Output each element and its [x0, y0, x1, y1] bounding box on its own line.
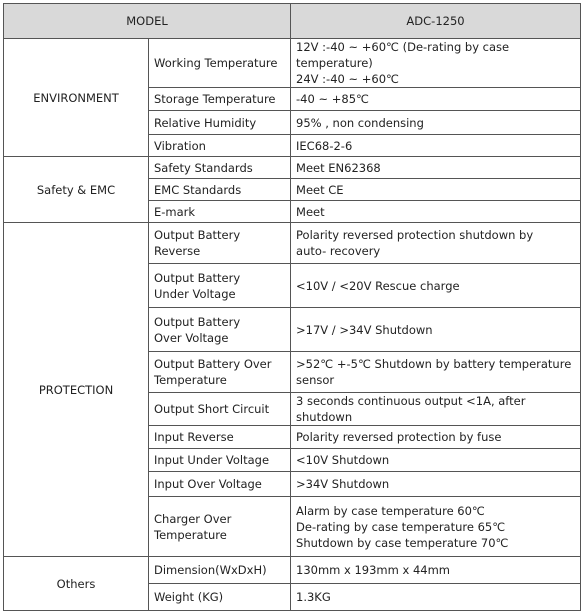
spec-item: Vibration [149, 135, 291, 157]
spec-value [291, 223, 581, 264]
spec-value: Meet [291, 201, 581, 223]
value-line: >52℃ +-5℃ Shutdown by battery temperature [296, 357, 572, 371]
spec-value: <10V Shutdown [291, 449, 581, 472]
value-line: Shutdown by case temperature 70℃ [296, 535, 509, 550]
value-line: Polarity reversed protection shutdown by [296, 228, 534, 242]
spec-value: -40 ~ +85℃ [291, 88, 581, 111]
value-line: De-rating by case temperature 65℃ [296, 519, 506, 534]
spec-item: Relative Humidity [149, 111, 291, 135]
value-line: sensor [296, 373, 335, 387]
spec-value: Meet EN62368 [291, 157, 581, 179]
section-others-title: Others [4, 557, 149, 611]
model-label: MODEL [4, 4, 291, 39]
spec-value [291, 352, 581, 393]
item-line: Output Battery [154, 314, 241, 329]
spec-item: E-mark [149, 201, 291, 223]
spec-value: 3 seconds continuous output <1A, after shutdown [291, 393, 581, 426]
spec-item [149, 223, 291, 264]
spec-value: 1.3KG [291, 584, 581, 611]
section-safety-title: Safety & EMC [4, 157, 149, 223]
spec-value: 130mm x 193mm x 44mm [291, 557, 581, 584]
item-line: Charger Over [154, 511, 232, 526]
spec-value: <10V / <20V Rescue charge [291, 264, 581, 308]
value-line: 12V :-40 ~ +60℃ (De-rating by case temperature) [296, 40, 510, 70]
spec-item: Storage Temperature [149, 88, 291, 111]
value-line: 24V :-40 ~ +60℃ [296, 72, 399, 86]
item-line: Under Voltage [154, 286, 236, 301]
spec-value [291, 39, 581, 88]
spec-value: >17V / >34V Shutdown [291, 308, 581, 352]
table-row [4, 39, 581, 88]
spec-item [149, 308, 291, 352]
section-environment-title: ENVIRONMENT [4, 39, 149, 157]
spec-value: IEC68-2-6 [291, 135, 581, 157]
spec-item: EMC Standards [149, 179, 291, 201]
table-row [4, 157, 581, 179]
item-line: Output Battery [154, 270, 241, 285]
value-line: auto- recovery [296, 244, 381, 258]
spec-item: Working Temperature [149, 39, 291, 88]
spec-table [3, 3, 581, 611]
item-line: Over Voltage [154, 330, 229, 345]
spec-item: Weight (KG) [149, 584, 291, 611]
model-value: ADC-1250 [291, 4, 581, 39]
spec-item [149, 264, 291, 308]
item-line: Temperature [154, 373, 227, 387]
spec-value: >34V Shutdown [291, 472, 581, 497]
spec-value [291, 497, 581, 557]
spec-item: Input Over Voltage [149, 472, 291, 497]
spec-item: Output Short Circuit [149, 393, 291, 426]
item-line: Output Battery [154, 228, 241, 242]
item-line: Reverse [154, 244, 201, 258]
spec-item: Input Reverse [149, 426, 291, 449]
value-line: Alarm by case temperature 60℃ [296, 503, 485, 518]
table-row [4, 557, 581, 584]
spec-item [149, 352, 291, 393]
spec-item: Dimension(WxDxH) [149, 557, 291, 584]
item-line: Temperature [154, 527, 227, 542]
table-row [4, 223, 581, 264]
section-protection-title: PROTECTION [4, 223, 149, 557]
spec-item: Safety Standards [149, 157, 291, 179]
spec-item [149, 497, 291, 557]
spec-value: Polarity reversed protection by fuse [291, 426, 581, 449]
header-row [4, 4, 581, 39]
spec-item: Input Under Voltage [149, 449, 291, 472]
item-line: Output Battery Over [154, 357, 272, 371]
spec-value: 95% , non condensing [291, 111, 581, 135]
spec-value: Meet CE [291, 179, 581, 201]
